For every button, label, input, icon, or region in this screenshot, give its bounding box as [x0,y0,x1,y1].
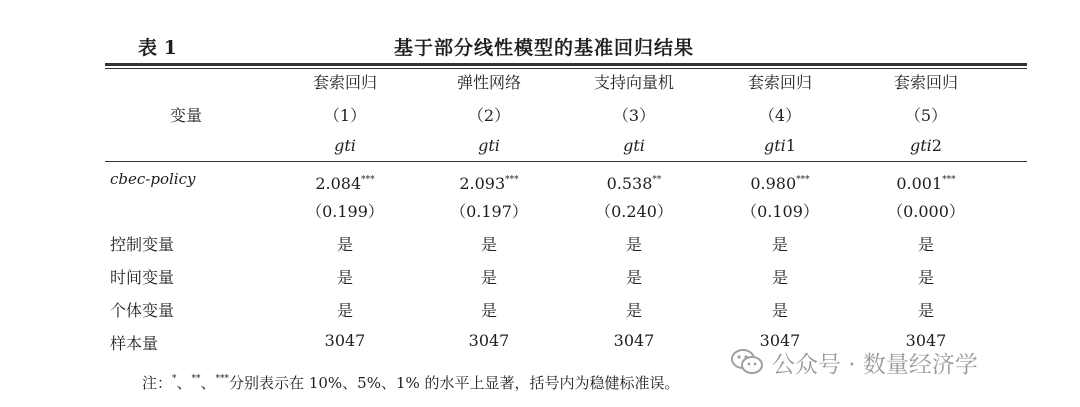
table-cell: 是 [336,268,354,287]
significance-stars: *** [942,175,956,185]
table-cell: 是 [480,235,498,254]
column-number-1: （1） [323,106,367,125]
dep-var-name: gti [334,136,356,155]
table-cell: 是 [480,268,498,287]
dep-var-name: gti [478,136,500,155]
note-sep1: 、 [176,374,192,392]
note-prefix: 注： [142,374,173,392]
coef-number: 2.084 [315,174,362,193]
coef-value-4 [750,174,809,193]
column-dep-3 [623,136,645,155]
coef-value-2 [459,174,518,193]
dep-var-suffix: 1 [785,136,796,155]
table-cell: 3047 [468,331,510,350]
column-number-2: （2） [467,106,511,125]
table-cell: 是 [336,235,354,254]
table-cell: 是 [917,301,935,320]
column-method-5: 套索回归 [893,73,959,92]
significance-stars: *** [361,175,375,185]
coef-se-4: （0.109） [741,202,819,221]
table-cell: 是 [917,235,935,254]
note-star3: *** [215,374,230,384]
dep-var-name: gti [623,136,645,155]
coef-se-1: （0.199） [306,202,384,221]
column-method-3: 支持向量机 [593,73,675,92]
table-cell: 3047 [613,331,655,350]
column-dep-1 [334,136,356,155]
column-number-4: （4） [758,106,802,125]
dep-var-suffix: 2 [931,136,942,155]
table-cell: 是 [771,268,789,287]
table-cell: 是 [625,268,643,287]
column-method-2: 弹性网络 [456,73,522,92]
significance-stars: *** [796,175,810,185]
watermark-text: 公众号 · 数量经济学 [772,351,978,378]
coef-value-3 [607,174,662,193]
row-label: 样本量 [110,334,159,353]
wechat-icon [730,347,764,377]
significance-stars: *** [505,175,519,185]
table-cell: 是 [625,301,643,320]
header-rule [105,161,1027,162]
note-text: 分别表示在 10%、5%、1% 的水平上显著，括号内为稳健标准误。 [229,374,680,392]
watermark [730,345,1060,379]
column-method-4: 套索回归 [747,73,813,92]
coef-se-3: （0.240） [595,202,673,221]
coef-number: 2.093 [459,174,506,193]
coef-se-5: （0.000） [887,202,965,221]
column-method-1: 套索回归 [312,73,378,92]
coef-number: 0.001 [896,174,943,193]
note-star2: ** [191,374,201,384]
variable-name: cbec-policy [110,170,196,188]
stub-header: 变量 [170,106,203,125]
table-cell: 3047 [324,331,366,350]
column-number-5: （5） [904,106,948,125]
coef-number: 0.980 [750,174,797,193]
table-cell: 是 [625,235,643,254]
table-cell: 3047 [759,331,801,350]
table-cell: 是 [771,235,789,254]
significance-stars: ** [652,175,662,185]
table-cell: 是 [480,301,498,320]
dep-var-name: gti [764,136,786,155]
column-number-3: （3） [612,106,656,125]
coef-value-5 [896,174,955,193]
row-label: 时间变量 [110,268,175,287]
dep-var-name: gti [910,136,932,155]
column-dep-4 [764,136,796,155]
row-label: 控制变量 [110,235,175,254]
table-note [142,372,680,393]
table-cell: 3047 [905,331,947,350]
row-label: 个体变量 [110,301,175,320]
note-star1: * [172,374,177,384]
table-cell: 是 [336,301,354,320]
coef-number: 0.538 [606,174,653,193]
table-cell: 是 [917,268,935,287]
table-title: 基于部分线性模型的基准回归结果 [394,37,695,59]
top-rule-thin [105,68,1027,69]
table-cell: 是 [771,301,789,320]
column-dep-2 [478,136,500,155]
top-rule [105,63,1027,66]
note-sep2: 、 [200,374,216,392]
column-dep-5 [910,136,942,155]
coef-value-1 [315,174,374,193]
coef-se-2: （0.197） [450,202,528,221]
table-label: 表 1 [138,37,177,59]
